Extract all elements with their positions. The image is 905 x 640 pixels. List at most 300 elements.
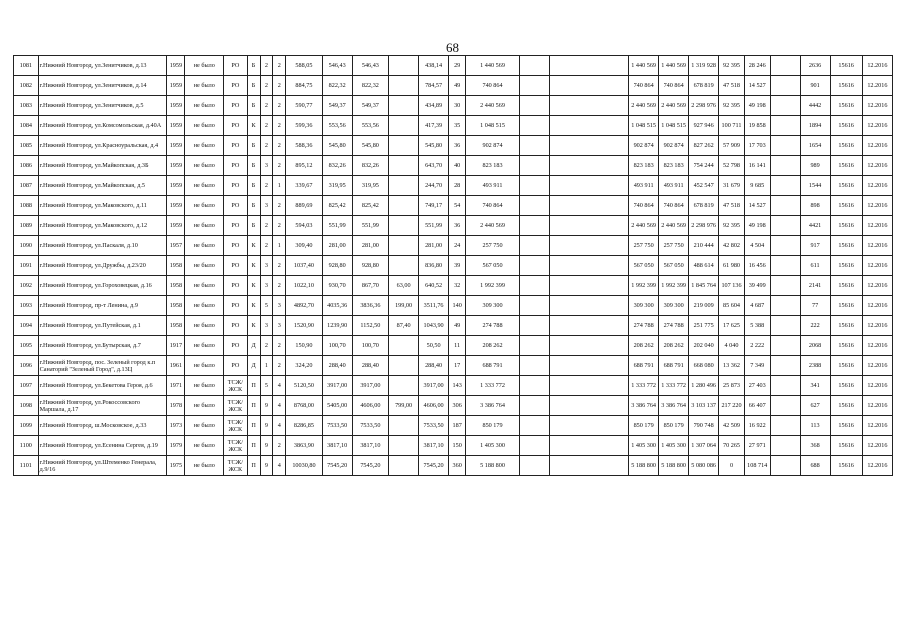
- cell-k2: 15616: [830, 416, 862, 436]
- cell-v4: 257 750: [659, 236, 689, 256]
- cell-fl: 5: [260, 296, 273, 316]
- cell-v7: 27 403: [744, 376, 770, 396]
- table-row: [14, 96, 893, 116]
- cell-a2: 832,26: [352, 156, 388, 176]
- cell-addr: г.Нижний Новгород, ул.Бутырская, д.7: [38, 336, 167, 356]
- cell-v4: 1 405 300: [659, 436, 689, 456]
- cell-n: 54: [449, 196, 466, 216]
- cell-a4: 3817,10: [419, 436, 449, 456]
- cell-yr: 12.2016: [862, 156, 892, 176]
- cell-yr: 12.2016: [862, 56, 892, 76]
- cell-a3: 87,40: [389, 316, 419, 336]
- cell-cost: 1 405 300: [466, 436, 520, 456]
- cell-yr: 12.2016: [862, 96, 892, 116]
- cell-v1: [519, 156, 549, 176]
- cell-v7: 66 407: [744, 396, 770, 416]
- cell-addr: г.Нижний Новгород, ул.Путейская, д.1: [38, 316, 167, 336]
- cell-k1: 113: [800, 416, 830, 436]
- cell-id: 1085: [14, 136, 39, 156]
- cell-v6: 42 509: [719, 416, 745, 436]
- cell-v2: [549, 416, 628, 436]
- cell-renov: не было: [185, 256, 224, 276]
- cell-v5: 452 547: [689, 176, 719, 196]
- cell-v7: 9 685: [744, 176, 770, 196]
- cell-v6: 47 518: [719, 196, 745, 216]
- cell-id: 1098: [14, 396, 39, 416]
- cell-addr: г.Нижний Новгород, ул.Комсомольская, д.40А: [38, 116, 167, 136]
- cell-wall: П: [247, 416, 260, 436]
- cell-v7: 4 687: [744, 296, 770, 316]
- cell-wall: Д: [247, 356, 260, 376]
- table-row: [14, 436, 893, 456]
- cell-a3: [389, 216, 419, 236]
- cell-v6: 61 980: [719, 256, 745, 276]
- cell-renov: не было: [185, 76, 224, 96]
- cell-n: 32: [449, 276, 466, 296]
- cell-k1: 688: [800, 456, 830, 476]
- cell-addr: г.Нижний Новгород, ул.Майкопская, д.3Б: [38, 156, 167, 176]
- cell-v1: [519, 436, 549, 456]
- cell-n: 40: [449, 156, 466, 176]
- cell-a1: 930,70: [322, 276, 352, 296]
- cell-year: 1961: [167, 356, 185, 376]
- housing-register-table: [13, 55, 893, 476]
- cell-wall: П: [247, 396, 260, 416]
- cell-a3: 199,00: [389, 296, 419, 316]
- cell-yr: 12.2016: [862, 256, 892, 276]
- cell-fl: 2: [260, 176, 273, 196]
- cell-k1: 2636: [800, 56, 830, 76]
- cell-mat: РО: [224, 216, 248, 236]
- cell-v5: 668 080: [689, 356, 719, 376]
- cell-yr: 12.2016: [862, 416, 892, 436]
- cell-a4: 244,70: [419, 176, 449, 196]
- cell-v2: [549, 296, 628, 316]
- cell-mat: РО: [224, 276, 248, 296]
- cell-year: 1971: [167, 376, 185, 396]
- cell-wall: П: [247, 456, 260, 476]
- cell-v8: [770, 216, 800, 236]
- cell-yr: 12.2016: [862, 336, 892, 356]
- cell-v1: [519, 316, 549, 336]
- cell-a3: [389, 176, 419, 196]
- cell-mat: РО: [224, 136, 248, 156]
- cell-k2: 15616: [830, 396, 862, 416]
- cell-area: 590,77: [286, 96, 322, 116]
- cell-en: 3: [273, 316, 286, 336]
- cell-addr: г.Нижний Новгород, ул.Зенитчиков, д.14: [38, 76, 167, 96]
- cell-v2: [549, 316, 628, 336]
- page-number: 68: [446, 40, 459, 55]
- cell-en: 2: [273, 96, 286, 116]
- cell-renov: не было: [185, 236, 224, 256]
- table-row: [14, 376, 893, 396]
- cell-v4: 2 440 569: [659, 216, 689, 236]
- cell-a2: 4606,00: [352, 396, 388, 416]
- cell-v3: 902 874: [629, 136, 659, 156]
- cell-wall: Б: [247, 176, 260, 196]
- cell-area: 1022,10: [286, 276, 322, 296]
- cell-v8: [770, 96, 800, 116]
- cell-k2: 15616: [830, 336, 862, 356]
- cell-v5: 927 946: [689, 116, 719, 136]
- cell-k1: 4442: [800, 96, 830, 116]
- cell-k2: 15616: [830, 376, 862, 396]
- cell-n: 28: [449, 176, 466, 196]
- cell-addr: г.Нижний Новгород, ул.Зенитчиков, д.13: [38, 56, 167, 76]
- cell-mat: РО: [224, 56, 248, 76]
- cell-cost: 1 048 515: [466, 116, 520, 136]
- cell-addr: г.Нижний Новгород, ул.Рокоссовского Маршала, д.17: [38, 396, 167, 416]
- cell-id: 1101: [14, 456, 39, 476]
- cell-v2: [549, 56, 628, 76]
- cell-renov: не было: [185, 136, 224, 156]
- cell-yr: 12.2016: [862, 356, 892, 376]
- cell-fl: 2: [260, 216, 273, 236]
- cell-renov: не было: [185, 296, 224, 316]
- cell-area: 8286,85: [286, 416, 322, 436]
- cell-id: 1096: [14, 356, 39, 376]
- cell-year: 1958: [167, 296, 185, 316]
- cell-a2: 549,37: [352, 96, 388, 116]
- cell-v3: 823 183: [629, 156, 659, 176]
- cell-area: 889,69: [286, 196, 322, 216]
- cell-en: 2: [273, 336, 286, 356]
- cell-v6: 47 518: [719, 76, 745, 96]
- cell-cost: 493 911: [466, 176, 520, 196]
- cell-a2: 546,43: [352, 56, 388, 76]
- cell-a1: 928,80: [322, 256, 352, 276]
- cell-v6: 4 040: [719, 336, 745, 356]
- cell-v7: 7 349: [744, 356, 770, 376]
- cell-v8: [770, 236, 800, 256]
- cell-mat: РО: [224, 76, 248, 96]
- cell-v4: 850 179: [659, 416, 689, 436]
- cell-wall: П: [247, 436, 260, 456]
- cell-k2: 15616: [830, 176, 862, 196]
- cell-v8: [770, 116, 800, 136]
- cell-k2: 15616: [830, 316, 862, 336]
- cell-v2: [549, 196, 628, 216]
- cell-v8: [770, 136, 800, 156]
- cell-a4: 3917,00: [419, 376, 449, 396]
- cell-en: 2: [273, 116, 286, 136]
- cell-v4: 2 440 569: [659, 96, 689, 116]
- cell-renov: не было: [185, 376, 224, 396]
- cell-a3: [389, 76, 419, 96]
- cell-fl: 3: [260, 316, 273, 336]
- cell-wall: П: [247, 376, 260, 396]
- cell-cost: 257 750: [466, 236, 520, 256]
- cell-a1: 288,40: [322, 356, 352, 376]
- cell-v4: 567 050: [659, 256, 689, 276]
- cell-v8: [770, 276, 800, 296]
- table-row: [14, 116, 893, 136]
- cell-v8: [770, 156, 800, 176]
- cell-v3: 1 992 399: [629, 276, 659, 296]
- cell-a2: 928,80: [352, 256, 388, 276]
- cell-v5: 219 009: [689, 296, 719, 316]
- cell-v4: 309 300: [659, 296, 689, 316]
- table-row: [14, 216, 893, 236]
- cell-mat: РО: [224, 296, 248, 316]
- cell-v6: 85 604: [719, 296, 745, 316]
- cell-en: 4: [273, 416, 286, 436]
- cell-a2: 545,80: [352, 136, 388, 156]
- cell-v2: [549, 176, 628, 196]
- cell-v8: [770, 456, 800, 476]
- table-row: [14, 276, 893, 296]
- cell-fl: 9: [260, 436, 273, 456]
- cell-k1: 2388: [800, 356, 830, 376]
- cell-addr: г.Нижний Новгород, ул.Зенитчиков, д.5: [38, 96, 167, 116]
- cell-k1: 611: [800, 256, 830, 276]
- cell-a1: 832,26: [322, 156, 352, 176]
- cell-n: 140: [449, 296, 466, 316]
- cell-v3: 688 791: [629, 356, 659, 376]
- cell-yr: 12.2016: [862, 276, 892, 296]
- cell-n: 35: [449, 116, 466, 136]
- cell-yr: 12.2016: [862, 176, 892, 196]
- cell-a4: 434,89: [419, 96, 449, 116]
- cell-a4: 749,17: [419, 196, 449, 216]
- cell-fl: 3: [260, 256, 273, 276]
- cell-fl: 2: [260, 136, 273, 156]
- cell-v5: 1 307 064: [689, 436, 719, 456]
- cell-yr: 12.2016: [862, 236, 892, 256]
- cell-v1: [519, 56, 549, 76]
- cell-v3: 850 179: [629, 416, 659, 436]
- cell-v3: 1 405 300: [629, 436, 659, 456]
- cell-n: 306: [449, 396, 466, 416]
- cell-a2: 551,99: [352, 216, 388, 236]
- cell-v2: [549, 236, 628, 256]
- cell-cost: 309 300: [466, 296, 520, 316]
- cell-v6: 100 711: [719, 116, 745, 136]
- cell-v1: [519, 256, 549, 276]
- cell-v6: 217 220: [719, 396, 745, 416]
- cell-year: 1958: [167, 276, 185, 296]
- cell-v2: [549, 276, 628, 296]
- cell-area: 150,90: [286, 336, 322, 356]
- cell-v5: 1 845 764: [689, 276, 719, 296]
- cell-cost: 567 050: [466, 256, 520, 276]
- cell-mat: РО: [224, 316, 248, 336]
- cell-v1: [519, 376, 549, 396]
- cell-k2: 15616: [830, 296, 862, 316]
- cell-area: 588,05: [286, 56, 322, 76]
- cell-v4: 902 874: [659, 136, 689, 156]
- cell-a4: 438,14: [419, 56, 449, 76]
- cell-en: 2: [273, 436, 286, 456]
- cell-a3: [389, 116, 419, 136]
- cell-id: 1093: [14, 296, 39, 316]
- cell-v3: 493 911: [629, 176, 659, 196]
- cell-v4: 740 864: [659, 76, 689, 96]
- cell-a1: 549,37: [322, 96, 352, 116]
- cell-k1: 627: [800, 396, 830, 416]
- cell-fl: 5: [260, 376, 273, 396]
- cell-a1: 281,00: [322, 236, 352, 256]
- cell-k1: 2141: [800, 276, 830, 296]
- cell-v7: 14 527: [744, 76, 770, 96]
- table-row: [14, 136, 893, 156]
- cell-wall: Б: [247, 136, 260, 156]
- cell-a4: 7533,50: [419, 416, 449, 436]
- cell-v8: [770, 176, 800, 196]
- cell-area: 5120,50: [286, 376, 322, 396]
- cell-area: 594,03: [286, 216, 322, 236]
- cell-v7: 49 198: [744, 96, 770, 116]
- cell-renov: не было: [185, 196, 224, 216]
- cell-v5: 3 103 137: [689, 396, 719, 416]
- cell-yr: 12.2016: [862, 116, 892, 136]
- cell-a3: [389, 136, 419, 156]
- cell-en: 2: [273, 76, 286, 96]
- cell-a1: 319,95: [322, 176, 352, 196]
- cell-fl: 3: [260, 196, 273, 216]
- cell-mat: РО: [224, 176, 248, 196]
- cell-a2: 7533,50: [352, 416, 388, 436]
- cell-a2: 281,00: [352, 236, 388, 256]
- cell-v6: 25 873: [719, 376, 745, 396]
- cell-addr: г.Нижний Новгород, пр-т Ленина, д.9: [38, 296, 167, 316]
- cell-v4: 5 188 800: [659, 456, 689, 476]
- cell-a3: [389, 356, 419, 376]
- cell-fl: 9: [260, 416, 273, 436]
- cell-n: 187: [449, 416, 466, 436]
- cell-v3: 257 750: [629, 236, 659, 256]
- cell-v6: 42 802: [719, 236, 745, 256]
- cell-v4: 208 262: [659, 336, 689, 356]
- cell-a4: 7545,20: [419, 456, 449, 476]
- cell-v3: 567 050: [629, 256, 659, 276]
- cell-a3: 799,00: [389, 396, 419, 416]
- cell-addr: г.Нижний Новгород, ул.Есенина Сергея, д.19: [38, 436, 167, 456]
- cell-renov: не было: [185, 176, 224, 196]
- cell-id: 1092: [14, 276, 39, 296]
- cell-a4: 784,57: [419, 76, 449, 96]
- cell-area: 324,20: [286, 356, 322, 376]
- cell-yr: 12.2016: [862, 216, 892, 236]
- cell-n: 17: [449, 356, 466, 376]
- cell-v5: 678 819: [689, 76, 719, 96]
- cell-id: 1083: [14, 96, 39, 116]
- cell-area: 599,36: [286, 116, 322, 136]
- cell-k1: 1544: [800, 176, 830, 196]
- cell-year: 1959: [167, 176, 185, 196]
- cell-fl: 2: [260, 236, 273, 256]
- cell-year: 1958: [167, 316, 185, 336]
- cell-v5: 1 280 496: [689, 376, 719, 396]
- cell-v8: [770, 436, 800, 456]
- cell-renov: не было: [185, 456, 224, 476]
- cell-a3: [389, 96, 419, 116]
- cell-mat: РО: [224, 116, 248, 136]
- cell-v8: [770, 336, 800, 356]
- cell-v4: 688 791: [659, 356, 689, 376]
- cell-v2: [549, 96, 628, 116]
- cell-en: 2: [273, 216, 286, 236]
- cell-renov: не было: [185, 96, 224, 116]
- cell-v6: 92 395: [719, 96, 745, 116]
- cell-area: 1520,90: [286, 316, 322, 336]
- cell-v1: [519, 236, 549, 256]
- table-row: [14, 76, 893, 96]
- cell-wall: К: [247, 256, 260, 276]
- cell-a4: 545,80: [419, 136, 449, 156]
- cell-year: 1959: [167, 196, 185, 216]
- cell-wall: К: [247, 116, 260, 136]
- cell-cost: 850 179: [466, 416, 520, 436]
- cell-yr: 12.2016: [862, 316, 892, 336]
- cell-k2: 15616: [830, 356, 862, 376]
- cell-a1: 545,80: [322, 136, 352, 156]
- cell-v2: [549, 136, 628, 156]
- cell-en: 1: [273, 176, 286, 196]
- cell-v1: [519, 96, 549, 116]
- cell-v2: [549, 356, 628, 376]
- cell-id: 1090: [14, 236, 39, 256]
- cell-id: 1082: [14, 76, 39, 96]
- cell-id: 1086: [14, 156, 39, 176]
- cell-k2: 15616: [830, 436, 862, 456]
- cell-mat: РО: [224, 236, 248, 256]
- cell-id: 1091: [14, 256, 39, 276]
- cell-renov: не было: [185, 356, 224, 376]
- cell-a1: 1239,90: [322, 316, 352, 336]
- cell-a2: 553,56: [352, 116, 388, 136]
- cell-k1: 2068: [800, 336, 830, 356]
- cell-k1: 1894: [800, 116, 830, 136]
- cell-cost: 1 992 399: [466, 276, 520, 296]
- cell-a4: 50,50: [419, 336, 449, 356]
- cell-fl: 2: [260, 336, 273, 356]
- cell-v3: 2 440 569: [629, 96, 659, 116]
- cell-cost: 688 791: [466, 356, 520, 376]
- cell-v8: [770, 256, 800, 276]
- cell-v3: 1 048 515: [629, 116, 659, 136]
- cell-fl: 2: [260, 76, 273, 96]
- cell-k1: 901: [800, 76, 830, 96]
- cell-v5: 2 298 976: [689, 216, 719, 236]
- cell-v8: [770, 196, 800, 216]
- cell-v5: 827 262: [689, 136, 719, 156]
- cell-v8: [770, 76, 800, 96]
- cell-id: 1088: [14, 196, 39, 216]
- cell-n: 30: [449, 96, 466, 116]
- cell-v2: [549, 216, 628, 236]
- cell-v2: [549, 156, 628, 176]
- cell-a3: [389, 196, 419, 216]
- cell-mat: РО: [224, 196, 248, 216]
- cell-cost: 740 864: [466, 76, 520, 96]
- cell-k2: 15616: [830, 76, 862, 96]
- cell-k2: 15616: [830, 116, 862, 136]
- cell-v7: 28 246: [744, 56, 770, 76]
- cell-addr: г.Нижний Новгород, ул.Гороховецкая, д.16: [38, 276, 167, 296]
- cell-addr: г.Нижний Новгород, пос. Зеленый город к.п Санаторий "Зеленый Город", д.13Ц: [38, 356, 167, 376]
- cell-k2: 15616: [830, 216, 862, 236]
- cell-k1: 917: [800, 236, 830, 256]
- cell-area: 10030,80: [286, 456, 322, 476]
- cell-renov: не было: [185, 336, 224, 356]
- cell-a3: [389, 56, 419, 76]
- cell-wall: Б: [247, 216, 260, 236]
- cell-a1: 100,70: [322, 336, 352, 356]
- table-row: [14, 456, 893, 476]
- cell-k1: 898: [800, 196, 830, 216]
